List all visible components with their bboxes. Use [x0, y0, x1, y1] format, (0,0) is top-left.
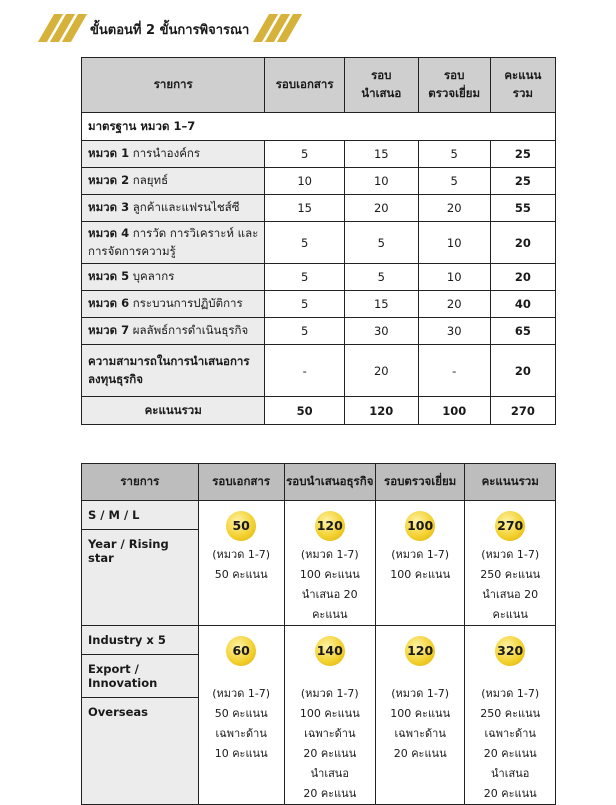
cell-doc: 50 (หมวด 1-7) 50 คะแนน — [198, 501, 284, 626]
total-label: คะแนนรวม — [82, 397, 265, 425]
col-header-total: คะแนนรวม — [465, 464, 556, 501]
cell-visit: 20 — [418, 195, 490, 222]
table-row — [82, 141, 556, 168]
score-badge: 120 — [405, 636, 435, 666]
table-row — [82, 264, 556, 291]
cell-doc: 60 (หมวด 1-7) 50 คะแนน เฉพาะด้าน 10 คะแนน — [198, 626, 284, 805]
cell-present: 20 — [344, 345, 418, 397]
score-table-categories — [81, 463, 556, 805]
score-badge: 140 — [315, 636, 345, 666]
section-label: มาตรฐาน หมวด 1–7 — [82, 113, 556, 141]
cell-total: 20 — [490, 264, 555, 291]
cell-visit: 10 — [418, 222, 490, 264]
score-badge: 120 — [315, 511, 345, 541]
table-row — [82, 168, 556, 195]
group-label: Industry x 5 — [82, 626, 198, 655]
cell-doc: 5 — [265, 141, 345, 168]
cell-present: 140 (หมวด 1-7) 100 คะแนน เฉพาะด้าน 20 คะแนน นำเสนอ 20 คะแนน — [284, 626, 375, 805]
section-title: ขั้นตอนที่ 2 ขั้นการพิจารณา — [90, 23, 250, 38]
cell-doc: 5 — [265, 264, 345, 291]
cell-visit: 5 — [418, 141, 490, 168]
cell-visit: 120 (หมวด 1-7) 100 คะแนน เฉพาะด้าน 20 คะแนน — [375, 626, 464, 805]
col-header-total: คะแนนรวม — [490, 58, 555, 113]
cell-total: 65 — [490, 318, 555, 345]
table-row — [82, 222, 556, 264]
cell-visit: 100 (หมวด 1-7) 100 คะแนน — [375, 501, 464, 626]
cell-present: 20 — [344, 195, 418, 222]
table-row — [82, 195, 556, 222]
cell-present: 15 — [344, 291, 418, 318]
cell-total: 25 — [490, 141, 555, 168]
cell-total: 320 (หมวด 1-7) 250 คะแนน เฉพาะด้าน 20 คะแนน นำเสนอ 20 คะแนน — [465, 626, 556, 805]
row-label: หมวด 3 ลูกค้าและแฟรนไชส์ซี — [82, 195, 265, 222]
row-label: หมวด 4 การวัด การวิเคราะห์ และการจัดการความรู้ — [82, 222, 265, 264]
cell-present: 120 (หมวด 1-7) 100 คะแนน นำเสนอ 20 คะแนน — [284, 501, 375, 626]
row-label: หมวด 5 บุคลากร — [82, 264, 265, 291]
table-row — [82, 345, 556, 397]
cell-visit: 10 — [418, 264, 490, 291]
col-header-item: รายการ — [82, 58, 265, 113]
row-label: หมวด 1 การนำองค์กร — [82, 141, 265, 168]
row-labels — [82, 501, 199, 626]
row-labels — [82, 626, 199, 805]
score-badge: 100 — [405, 511, 435, 541]
row-label: ความสามารถในการนำเสนอการลงทุนธุรกิจ — [82, 345, 265, 397]
cell-present: 10 — [344, 168, 418, 195]
cell-doc: 15 — [265, 195, 345, 222]
col-header-item: รายการ — [82, 464, 199, 501]
cell-doc: 5 — [265, 318, 345, 345]
score-badge: 270 — [495, 511, 525, 541]
total-row — [82, 397, 556, 425]
cell-total: 270 (หมวด 1-7) 250 คะแนน นำเสนอ 20 คะแนน — [465, 501, 556, 626]
col-header-presentation: รอบนำเสนอธุรกิจ — [284, 464, 375, 501]
cell-visit: 100 — [418, 397, 490, 425]
row-label: หมวด 7 ผลลัพธ์การดำเนินธุรกิจ — [82, 318, 265, 345]
cell-doc: 5 — [265, 291, 345, 318]
cell-total: 55 — [490, 195, 555, 222]
col-header-document: รอบเอกสาร — [265, 58, 345, 113]
cell-total: 25 — [490, 168, 555, 195]
cell-total: 20 — [490, 222, 555, 264]
table-row — [82, 626, 556, 805]
group-label: S / M / L — [82, 501, 198, 530]
cell-doc: 5 — [265, 222, 345, 264]
cell-present: 30 — [344, 318, 418, 345]
table-header-row — [82, 464, 556, 501]
col-header-document: รอบเอกสาร — [198, 464, 284, 501]
score-badge: 320 — [495, 636, 525, 666]
group-label: Overseas — [88, 705, 148, 719]
cell-total: 40 — [490, 291, 555, 318]
gold-stripe-left-icon — [40, 14, 80, 42]
cell-present: 15 — [344, 141, 418, 168]
section-row — [82, 113, 556, 141]
cell-present: 5 — [344, 222, 418, 264]
score-badge: 60 — [226, 636, 256, 666]
group-label: Year / Rising star — [88, 537, 169, 565]
cell-present: 5 — [344, 264, 418, 291]
cell-visit: 5 — [418, 168, 490, 195]
score-badge: 50 — [226, 511, 256, 541]
col-header-visit: รอบตรวจเยี่ยม — [375, 464, 464, 501]
table-row — [82, 291, 556, 318]
row-label: หมวด 6 กระบวนการปฏิบัติการ — [82, 291, 265, 318]
cell-doc: 50 — [265, 397, 345, 425]
cell-total: 270 — [490, 397, 555, 425]
table-row — [82, 501, 556, 626]
col-header-visit: รอบ ตรวจเยี่ยม — [418, 58, 490, 113]
cell-visit: - — [418, 345, 490, 397]
cell-total: 20 — [490, 345, 555, 397]
cell-doc: - — [265, 345, 345, 397]
cell-doc: 10 — [265, 168, 345, 195]
col-header-presentation: รอบ นำเสนอ — [344, 58, 418, 113]
gold-stripe-right-icon — [255, 14, 295, 42]
table-header-row — [82, 58, 556, 113]
cell-visit: 30 — [418, 318, 490, 345]
cell-present: 120 — [344, 397, 418, 425]
row-label: หมวด 2 กลยุทธ์ — [82, 168, 265, 195]
section-header — [40, 12, 320, 44]
table-row — [82, 318, 556, 345]
group-label: Export / Innovation — [82, 655, 198, 698]
cell-visit: 20 — [418, 291, 490, 318]
score-table-standards — [81, 57, 556, 425]
